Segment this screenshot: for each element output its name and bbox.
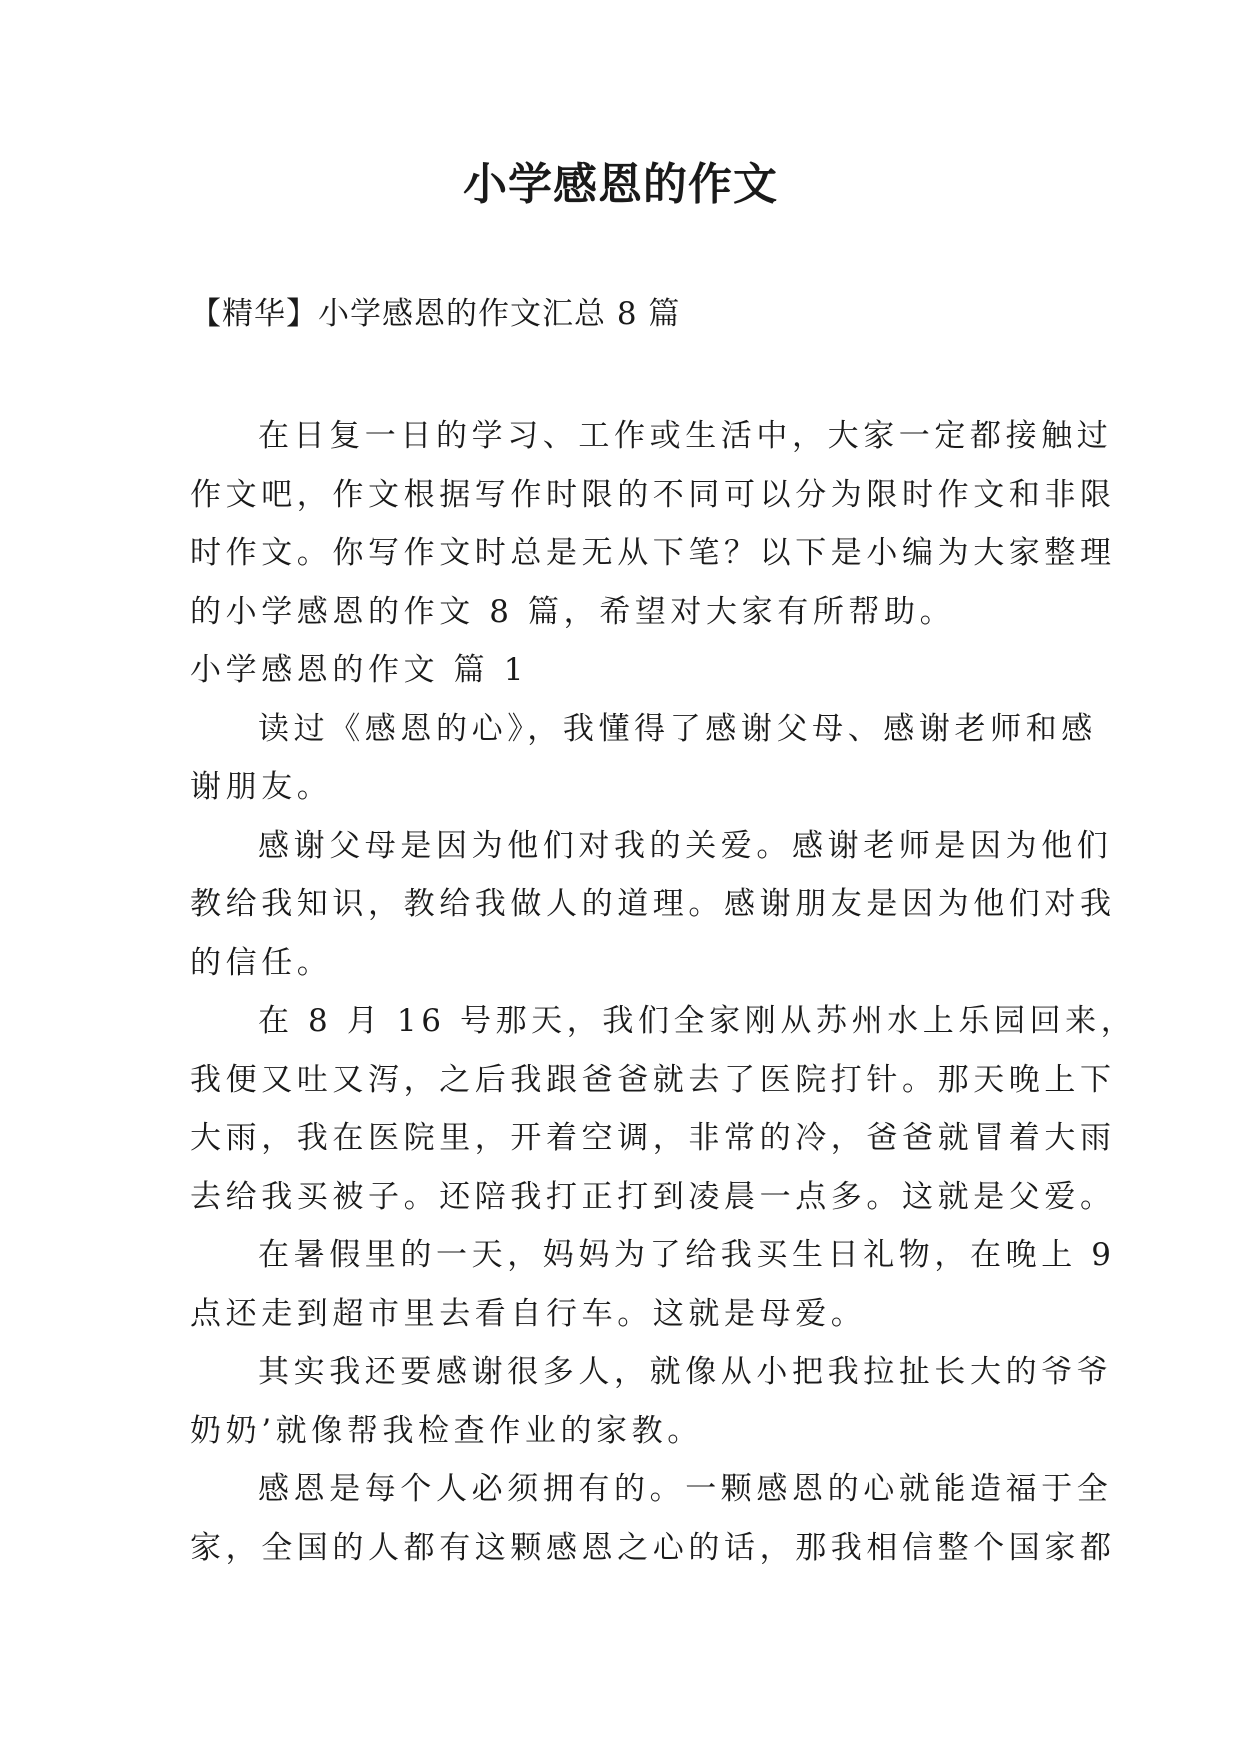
body-line: 的信任。 <box>190 944 333 981</box>
body-line: 在暑假里的一天，妈妈为了给我买生日礼物，在晚上 9 <box>258 1237 1116 1273</box>
body-line: 教给我知识，教给我做人的道理。感谢朋友是因为他们对我 <box>190 886 1116 922</box>
body-line: 在日复一日的学习、工作或生活中，大家一定都接触过 <box>258 418 1113 454</box>
body-line: 去给我买被子。还陪我打正打到凌晨一点多。这就是父爱。 <box>190 1178 1116 1215</box>
body-line: 的小学感恩的作文 8 篇，希望对大家有所帮助。 <box>190 593 956 630</box>
body-line: 其实我还要感谢很多人，就像从小把我拉扯长大的爷爷 <box>258 1354 1113 1390</box>
body-line: 感恩是每个人必须拥有的。一颗感恩的心就能造福于全 <box>258 1471 1113 1507</box>
body-line: 家，全国的人都有这颗感恩之心的话，那我相信整个国家都 <box>190 1529 1116 1566</box>
body-line: 读过《感恩的心》，我懂得了感谢父母、感谢老师和感 <box>258 710 1097 747</box>
body-line: 点还走到超市里去看自行车。这就是母爱。 <box>190 1295 867 1332</box>
body-line: 时作文。你写作文时总是无从下笔？以下是小编为大家整理 <box>190 535 1116 571</box>
document-subtitle: 【精华】小学感恩的作文汇总 8 篇 <box>190 296 681 332</box>
document-body <box>190 407 1137 1577</box>
body-line: 我便又吐又泻，之后我跟爸爸就去了医院打针。那天晚上下 <box>190 1061 1116 1098</box>
body-line: 奶奶’就像帮我检查作业的家教。 <box>190 1412 703 1449</box>
body-line: 小学感恩的作文 篇 1 <box>190 652 529 688</box>
body-line: 感谢父母是因为他们对我的关爱。感谢老师是因为他们 <box>258 827 1113 864</box>
body-line: 大雨，我在医院里，开着空调，非常的冷，爸爸就冒着大雨 <box>190 1120 1116 1156</box>
body-line: 谢朋友。 <box>190 769 333 805</box>
body-line: 在 8 月 16 号那天，我们全家刚从苏州水上乐园回来， <box>258 1003 1137 1039</box>
document-title: 小学感恩的作文 <box>463 159 778 210</box>
body-line: 作文吧，作文根据写作时限的不同可以分为限时作文和非限 <box>190 476 1116 513</box>
